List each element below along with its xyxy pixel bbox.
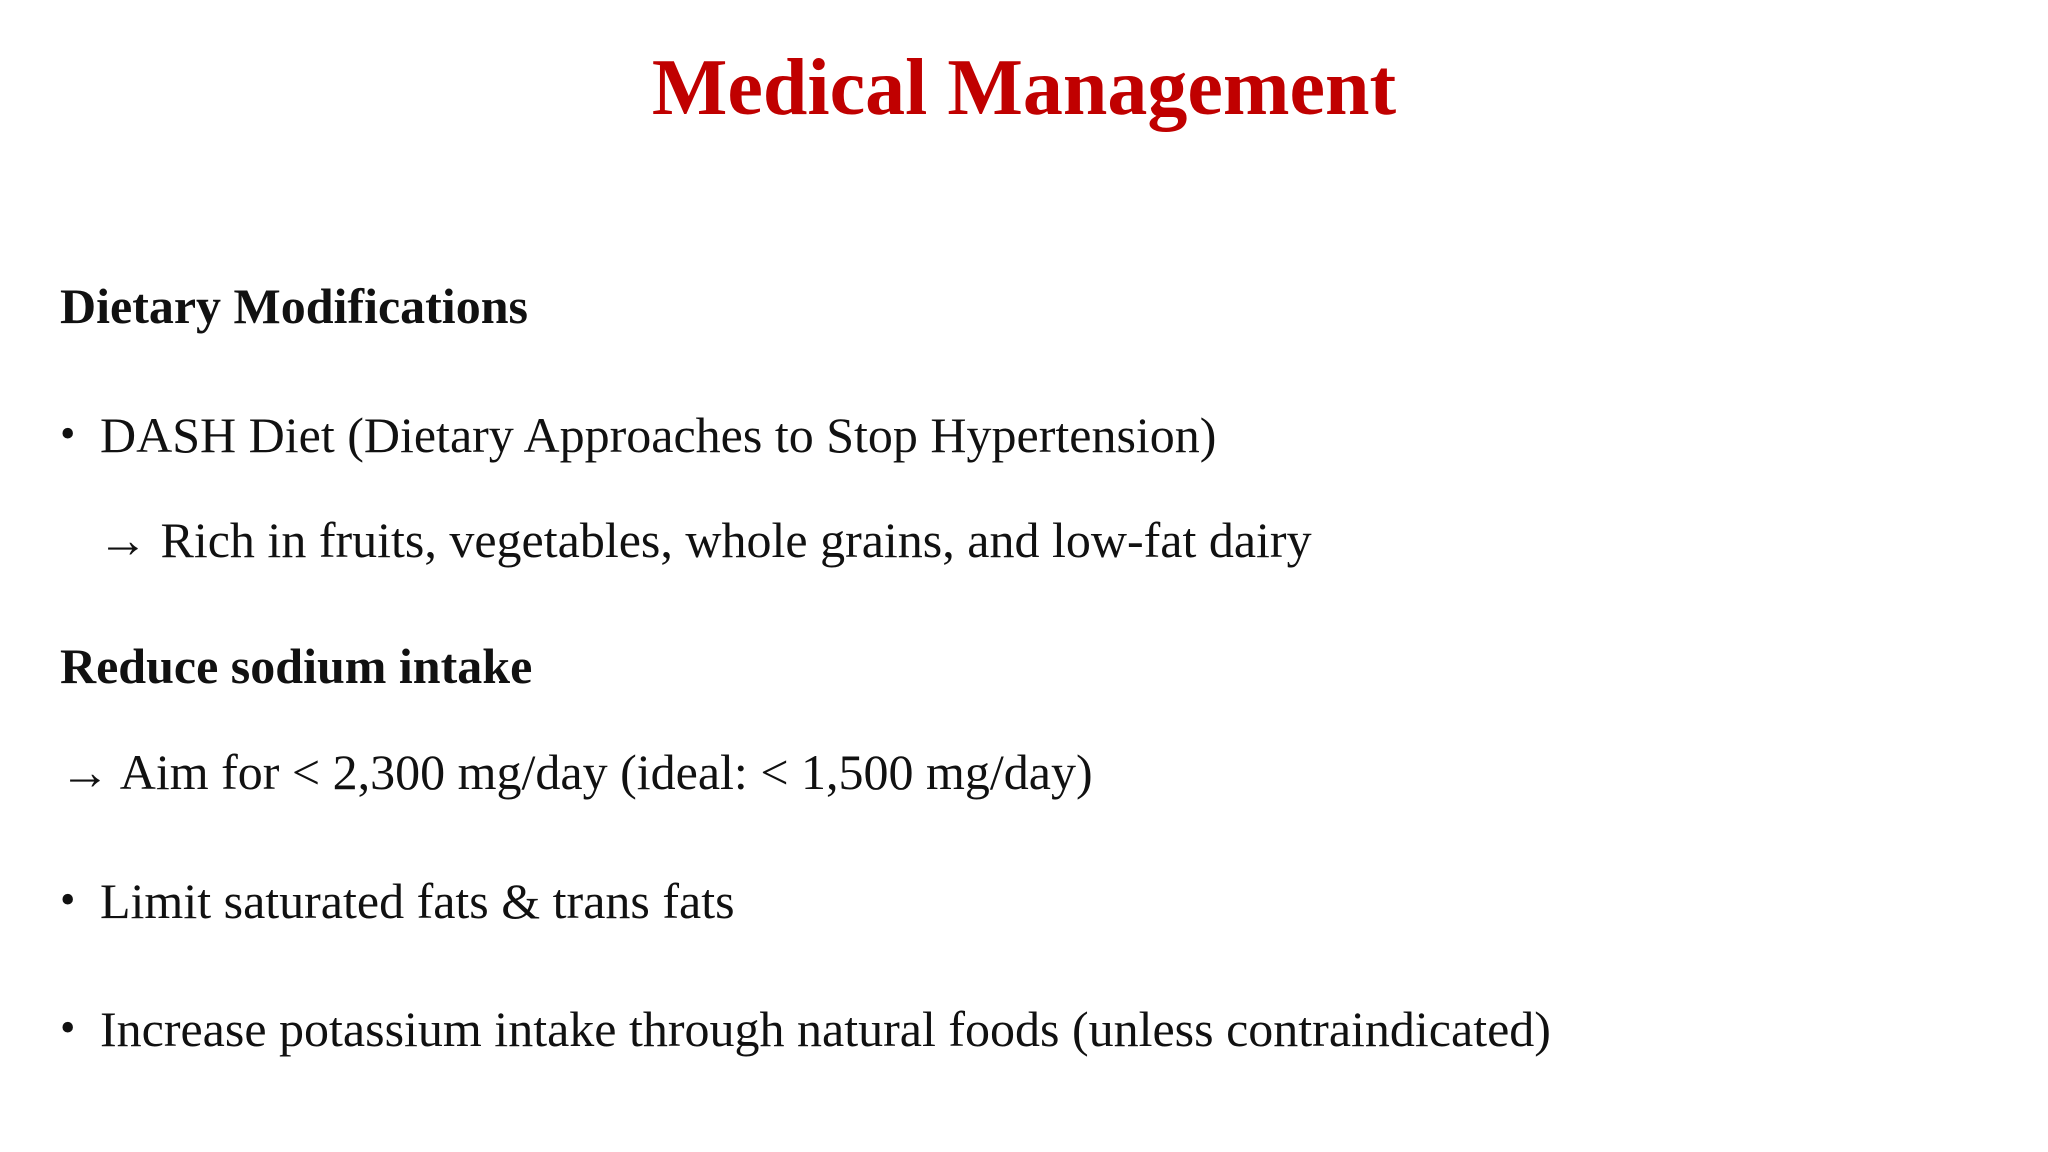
bullet-text: Increase potassium intake through natural foods (unless contraindicated) [100, 1001, 1551, 1057]
bullet-text: DASH Diet (Dietary Approaches to Stop Hypertension) [100, 407, 1217, 463]
section-heading-dietary: Dietary Modifications [60, 278, 528, 334]
section-heading-sodium: Reduce sodium intake [60, 638, 533, 694]
sub-item-dash-detail: → Rich in fruits, vegetables, whole grains, and low-fat dairy [98, 512, 1312, 568]
bullet-icon: • [60, 875, 76, 924]
bullet-text: Limit saturated fats & trans fats [100, 873, 735, 929]
bullet-icon: • [60, 1003, 76, 1052]
bullet-item-fats [60, 870, 735, 931]
sub-item-sodium-detail: → Aim for < 2,300 mg/day (ideal: < 1,500 mg/day) [60, 744, 1093, 800]
slide-title: Medical Management [651, 44, 1397, 132]
bullet-icon: • [60, 409, 76, 458]
bullet-item-dash [60, 404, 1216, 465]
bullet-item-potassium [60, 998, 1551, 1059]
